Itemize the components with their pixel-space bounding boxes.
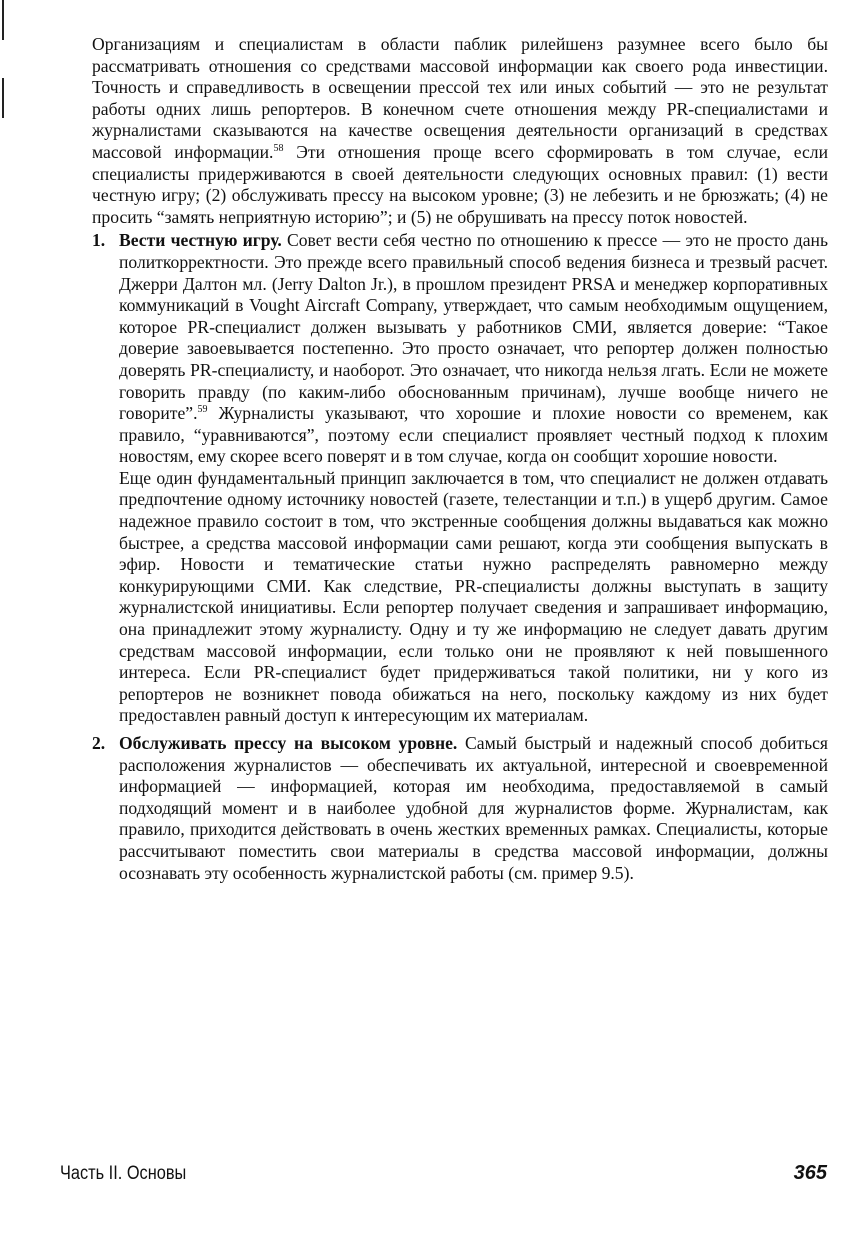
list-item-1 [92, 230, 828, 727]
page-edge-rule-top [2, 0, 4, 40]
intro-text-1: Организациям и специалистам в области паблик рилейшенз разумнее всего было бы рассматривать отношения со средствами массовой информации как своего рода инвестиции. Точность и справедливость в освещении прессой тех или иных событий — это не результат работы одних лишь репортеров. В конечном счете отношения между PR-специалистами и журналистами сказываются на качестве освещения деятельности организаций в средствах массовой информации. [92, 34, 828, 162]
page-body [92, 34, 828, 890]
page-edge-rule-middle [2, 78, 4, 118]
intro-paragraph [92, 34, 828, 228]
item-1-paragraph-1 [119, 230, 828, 468]
item-2-title: Обслуживать прессу на высоком уровне. [119, 733, 458, 753]
item-2-text: Самый быстрый и надежный способ добиться расположения журналистов — обеспечивать их актуальной, интересной и своевременной информацией — информацией, которая им необходима, предоставляемой в самый подходящий момент и в наиболее удобной для журналистов форме. Журналистам, как правило, приходится действовать в очень жестких временных рамках. Специалисты, которые рассчитывают поместить свои материалы в средства массовой информации, должны осознавать эту особенность журналистской работы (см. пример 9.5). [119, 733, 829, 883]
page-number: 365 [793, 1162, 827, 1184]
item-2-paragraph-1 [119, 733, 828, 884]
intro-text-2: Эти отношения проще всего сформировать в том случае, если специалисты придерживаются в своей деятельности следующих основных правил: (1) вести честную игру; (2) обслуживать прессу на высоком уровне; (3) не лебезить и не брюзжать; (4) не просить “замять неприятную историю”; и (5) не обрушивать на прессу поток новостей. [92, 141, 828, 227]
footnote-ref-58: 58 [273, 143, 284, 155]
item-1-text-1: Совет вести себя честно по отношению к прессе — это не просто дань политкорректности. Это прежде всего правильный способ ведения бизнеса и трезвый расчет. Джерри Далтон мл. (Jerry Dalton Jr.), в прошлом президент PRSA и менеджер корпоративных коммуникаций в Vought Aircraft Company, утверждает, что самым необходимым ощущением, которое PR-специалист должен вызывать у работников СМИ, является доверие: “Такое доверие завоевывается постепенно. Это просто означает, что репортер должен полностью доверять PR-специалисту, и наоборот. Это означает, что никогда нельзя лгать. Если не можете говорить правду (по каким-либо обоснованным причинам), лучше вообще ничего не говорите”. [119, 230, 828, 424]
running-footer-part: Часть II. Основы [60, 1163, 187, 1184]
page-footer [60, 1162, 827, 1185]
item-1-title: Вести честную игру. [119, 230, 282, 251]
item-1-paragraph-2: Еще один фундаментальный принцип заключается в том, что специалист не должен отдавать предпочтение одному источнику новостей (газете, телестанции и т.п.) в ущерб другим. Самое надежное правило состоит в том, что экстренные сообщения должны выдаваться как можно быстрее, а средства массовой информации сами решают, когда эти сообщения выпускать в эфир. Новости и тематические статьи нужно распределять равномерно между конкурирующими СМИ. Как следствие, PR-специалисты должны выступать в защиту журналистской инициативы. Если репортер получает сведения и запрашивает информацию, она принадлежит этому журналисту. Одну и ту же информацию не следует давать другим средствам массовой информации, если только они не проявляют к ней повышенного интереса. Если PR-специалист будет придерживаться такой политики, ни у кого из репортеров не возникнет повода обижаться на него, поскольку каждому из них будет предоставлен равный доступ к интересующим их материалам. [119, 467, 828, 726]
list-item-2 [92, 733, 828, 884]
list-item-number: 1. [92, 230, 106, 251]
rules-list [92, 230, 828, 884]
footnote-ref-59: 59 [197, 404, 208, 416]
item-1-text-2: Журналисты указывают, что хорошие и плохие новости со временем, как правило, “уравниваются”, поэтому если специалист проявляет честный подход к плохим новостям, ему скорее всего поверят и в том случае, когда он сообщит хорошие новости. [119, 403, 828, 467]
list-item-number: 2. [92, 733, 106, 753]
